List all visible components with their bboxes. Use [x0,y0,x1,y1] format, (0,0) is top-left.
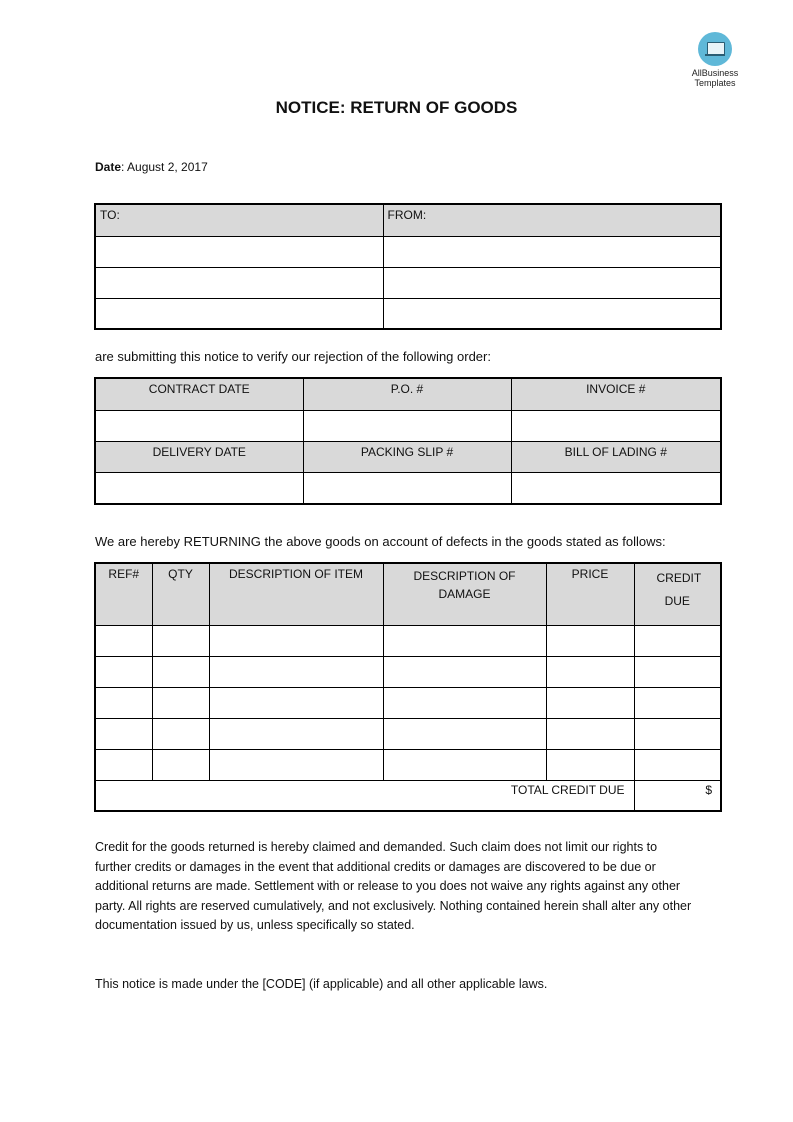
contract-date-header: CONTRACT DATE [95,378,303,410]
logo-text: AllBusiness Templates [691,68,739,88]
from-field[interactable] [383,236,721,267]
credit-due-cell[interactable] [634,718,721,749]
table-row [95,718,721,749]
bill-of-lading-header: BILL OF LADING # [511,441,721,472]
from-field[interactable] [383,267,721,298]
po-number-field[interactable] [303,410,511,441]
to-label: TO: [95,204,383,236]
price-cell[interactable] [546,687,634,718]
credit-due-cell[interactable] [634,687,721,718]
closing-statement: This notice is made under the [CODE] (if applicable) and all other applicable laws. [95,977,548,991]
rejection-sentence: are submitting this notice to verify our rejection of the following order: [95,349,491,364]
price-cell[interactable] [546,625,634,656]
qty-header: QTY [152,563,209,625]
returning-sentence: We are hereby RETURNING the above goods on account of defects in the goods stated as follows: [95,534,666,549]
credit-due-header: CREDIT DUE [634,563,721,625]
date-line [95,160,208,174]
table-row [95,749,721,780]
to-field[interactable] [95,236,383,267]
total-credit-due-label: TOTAL CREDIT DUE [95,780,634,811]
table-row [95,656,721,687]
to-field[interactable] [95,298,383,329]
table-row [95,625,721,656]
from-field[interactable] [383,298,721,329]
ref-cell[interactable] [95,625,152,656]
invoice-number-header: INVOICE # [511,378,721,410]
price-cell[interactable] [546,656,634,687]
packing-slip-header: PACKING SLIP # [303,441,511,472]
from-label: FROM: [383,204,721,236]
price-header: PRICE [546,563,634,625]
order-table [94,377,722,505]
table-row [95,687,721,718]
delivery-date-field[interactable] [95,472,303,504]
item-description-cell[interactable] [209,718,383,749]
ref-cell[interactable] [95,749,152,780]
ref-cell[interactable] [95,656,152,687]
credit-due-cell[interactable] [634,656,721,687]
item-description-cell[interactable] [209,625,383,656]
contract-date-field[interactable] [95,410,303,441]
damage-description-cell[interactable] [383,625,546,656]
to-field[interactable] [95,267,383,298]
damage-description-cell[interactable] [383,749,546,780]
laptop-icon [698,32,732,66]
description-of-damage-header: DESCRIPTION OF DAMAGE [383,563,546,625]
bill-of-lading-field[interactable] [511,472,721,504]
damage-description-cell[interactable] [383,656,546,687]
price-cell[interactable] [546,749,634,780]
ref-cell[interactable] [95,718,152,749]
damage-description-cell[interactable] [383,718,546,749]
total-credit-due-value[interactable]: $ [634,780,721,811]
damage-description-cell[interactable] [383,687,546,718]
date-value: : August 2, 2017 [121,160,208,174]
packing-slip-field[interactable] [303,472,511,504]
qty-cell[interactable] [152,625,209,656]
credit-due-cell[interactable] [634,749,721,780]
price-cell[interactable] [546,718,634,749]
description-of-item-header: DESCRIPTION OF ITEM [209,563,383,625]
credit-claim-paragraph: Credit for the goods returned is hereby claimed and demanded. Such claim does not limit our rights to further credits or damages in the event that additional credits or damages are discovered to be due or additional returns are made. Settlement with or release to you does not waive any rights against any other party. All rights are reserved cumulatively, and not exclusively. Nothing contained herein shall alter any other documentation issued by us, unless specifically so stated. [95,840,692,932]
qty-cell[interactable] [152,718,209,749]
goods-table [94,562,722,812]
delivery-date-header: DELIVERY DATE [95,441,303,472]
parties-table [94,203,722,330]
qty-cell[interactable] [152,656,209,687]
invoice-number-field[interactable] [511,410,721,441]
qty-cell[interactable] [152,749,209,780]
allbusiness-templates-logo [686,32,744,88]
date-label: Date [95,160,122,174]
item-description-cell[interactable] [209,749,383,780]
total-row [95,780,721,811]
po-number-header: P.O. # [303,378,511,410]
credit-due-cell[interactable] [634,625,721,656]
page-title: NOTICE: RETURN OF GOODS [275,98,518,117]
ref-cell[interactable] [95,687,152,718]
item-description-cell[interactable] [209,656,383,687]
qty-cell[interactable] [152,687,209,718]
ref-header: REF# [95,563,152,625]
item-description-cell[interactable] [209,687,383,718]
